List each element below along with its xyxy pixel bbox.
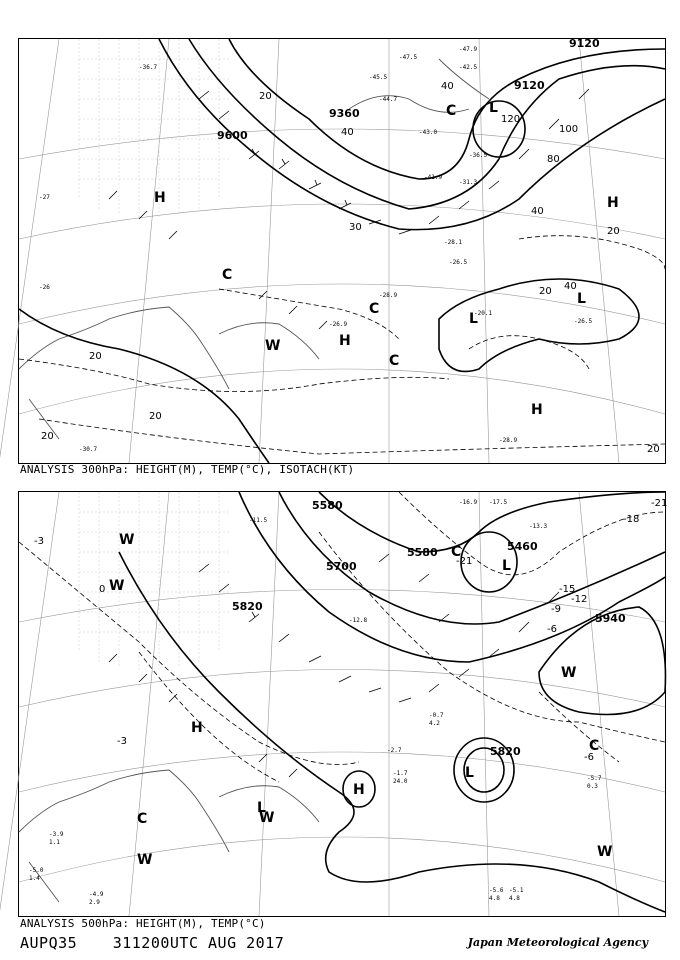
isotherm-label: -6 xyxy=(547,624,557,635)
warm-center-marker: W xyxy=(561,665,577,681)
warm-center-marker: W xyxy=(119,532,135,548)
temperature-sample: 0.3 xyxy=(587,783,598,790)
height-label: 5580 xyxy=(407,546,438,559)
low-center-marker: L xyxy=(465,765,474,781)
high-center-marker: H xyxy=(531,402,543,418)
valid-time: 311200UTC AUG 2017 xyxy=(112,934,285,952)
temperature-sample: -3.9 xyxy=(49,831,64,838)
isotherm-label: -3 xyxy=(117,736,127,747)
temperature-sample: -28.9 xyxy=(499,437,518,444)
caption-300hpa: ANALYSIS 300hPa: HEIGHT(M), TEMP(°C), ISOTACH(KT) xyxy=(20,463,355,476)
temperature-sample: -5.1 xyxy=(509,887,524,894)
isotherm-label: -12 xyxy=(571,594,588,605)
temperature-sample: -26.9 xyxy=(329,321,348,328)
temperature-sample: 4.2 xyxy=(429,720,440,727)
isotach-label: 20 xyxy=(259,91,272,102)
height-label: 5700 xyxy=(326,560,357,573)
isotherm-label: -9 xyxy=(551,604,561,615)
high-center-marker: H xyxy=(339,333,351,349)
temperature-sample: -43.0 xyxy=(419,129,438,136)
temperature-sample: -26 xyxy=(39,284,50,291)
graticule xyxy=(0,39,665,463)
cold-center-marker: C xyxy=(222,267,233,283)
temperature-sample: -31.3 xyxy=(459,179,478,186)
temperature-sample: -47.9 xyxy=(459,46,478,53)
cold-center-marker: C xyxy=(446,103,457,119)
warm-center-marker: W xyxy=(597,844,613,860)
temperature-sample: -5.7 xyxy=(587,775,602,782)
cold-center-marker: C xyxy=(451,544,462,560)
temperature-sample: -41.9 xyxy=(424,174,443,181)
high-center-marker: H xyxy=(154,190,166,206)
temperature-sample: -42.5 xyxy=(459,64,478,71)
isotach-label: 100 xyxy=(559,124,579,135)
map-canvas-300hpa xyxy=(19,39,665,463)
temperature-sample: -27 xyxy=(39,194,50,201)
temperature-sample: -2.7 xyxy=(387,747,402,754)
temperature-sample: -20.1 xyxy=(474,310,493,317)
high-center-marker: H xyxy=(607,195,619,211)
temperature-sample: -28.1 xyxy=(444,239,463,246)
isotach-label: 40 xyxy=(441,81,454,92)
warm-center-marker: W xyxy=(265,338,281,354)
graticule xyxy=(0,492,668,916)
height-label: 5940 xyxy=(595,612,626,625)
chart-identifier xyxy=(20,934,310,952)
temperature-sample: -47.5 xyxy=(399,54,418,61)
isotach-label: 120 xyxy=(501,114,521,125)
temperature-sample: 2.9 xyxy=(89,899,100,906)
isotach-label: 20 xyxy=(41,431,54,442)
cold-center-marker: C xyxy=(389,353,400,369)
height-label: 9120 xyxy=(514,79,545,92)
cold-center-marker: C xyxy=(589,738,600,754)
isotach-label: 80 xyxy=(547,154,560,165)
height-label: 5820 xyxy=(490,745,521,758)
low-center-marker: L xyxy=(469,311,478,327)
isotherm-label: -18 xyxy=(623,514,640,525)
coastline xyxy=(19,770,319,902)
temperature-sample: -16.9 xyxy=(459,499,478,506)
temperature-sample: -11.5 xyxy=(249,517,268,524)
temperature-sample: -13.3 xyxy=(529,523,548,530)
temperature-sample: -30.7 xyxy=(79,446,98,453)
agency-credit: Japan Meteorological Agency xyxy=(467,936,648,949)
temperature-sample: -5.6 xyxy=(489,887,504,894)
temperature-sample: -0.7 xyxy=(429,712,444,719)
temperature-sample: -44.7 xyxy=(379,96,398,103)
temperature-sample: -26.5 xyxy=(449,259,468,266)
height-label: 5580 xyxy=(312,499,343,512)
height-label: 5460 xyxy=(507,540,538,553)
temperature-sample: -5.0 xyxy=(29,867,44,874)
temperature-sample: 1.4 xyxy=(29,875,40,882)
temperature-sample: -26.5 xyxy=(574,318,593,325)
map-canvas-500hpa xyxy=(19,492,668,916)
warm-center-marker: W xyxy=(259,810,275,826)
cold-center-marker: C xyxy=(369,301,380,317)
map-panel-500hpa xyxy=(18,491,666,917)
height-label: 9600 xyxy=(217,129,248,142)
temperature-sample: -4.9 xyxy=(89,891,104,898)
low-center-marker: L xyxy=(489,100,498,116)
warm-center-marker: W xyxy=(109,578,125,594)
height-label: 5820 xyxy=(232,600,263,613)
isotach-label: 20 xyxy=(607,226,620,237)
temperature-sample: 4.8 xyxy=(489,895,500,902)
temperature-sample: -36.7 xyxy=(139,64,158,71)
isotach-label: 20 xyxy=(89,351,102,362)
isotherm-label: -21 xyxy=(456,556,473,567)
temperature-sample: -17.5 xyxy=(489,499,508,506)
caption-500hpa: ANALYSIS 500hPa: HEIGHT(M), TEMP(°C) xyxy=(20,917,266,930)
high-center-marker: H xyxy=(353,782,365,798)
isotherm-label: -3 xyxy=(34,536,44,547)
low-center-marker: L xyxy=(502,558,511,574)
temperature-sample: 1.1 xyxy=(49,839,60,846)
temperature-sample: 4.8 xyxy=(509,895,520,902)
temperature-sample: -12.8 xyxy=(349,617,368,624)
low-center-marker: L xyxy=(257,800,266,816)
isotherm-label: -6 xyxy=(584,752,594,763)
height-contours xyxy=(119,492,668,912)
isotach-label: 40 xyxy=(564,281,577,292)
isotach-label: 40 xyxy=(341,127,354,138)
height-label: 9360 xyxy=(329,107,360,120)
height-label: 9120 xyxy=(569,37,600,50)
low-center-marker: L xyxy=(577,291,586,307)
temperature-sample: -36.5 xyxy=(469,152,488,159)
isotherm-label: -15 xyxy=(559,584,576,595)
temperature-sample: -45.5 xyxy=(369,74,388,81)
height-contours xyxy=(19,39,665,463)
temperature-sample: -28.9 xyxy=(379,292,398,299)
high-center-marker: H xyxy=(191,720,203,736)
isotherm-label: -21 xyxy=(651,498,668,509)
isotach-label: 40 xyxy=(531,206,544,217)
cold-center-marker: C xyxy=(137,811,148,827)
map-panel-300hpa xyxy=(18,38,666,464)
isotach-label: 20 xyxy=(647,444,660,455)
isotach-label: 30 xyxy=(349,222,362,233)
warm-center-marker: W xyxy=(137,852,153,868)
isotach-label: 20 xyxy=(149,411,162,422)
isotach-label: 20 xyxy=(539,286,552,297)
wind-barbs xyxy=(109,554,559,777)
isotherm-label: 0 xyxy=(99,584,106,595)
product-code: AUPQ35 xyxy=(20,934,78,952)
grid-hatch xyxy=(79,492,229,672)
temperature-sample: 24.0 xyxy=(393,778,408,785)
temperature-sample: -1.7 xyxy=(393,770,408,777)
